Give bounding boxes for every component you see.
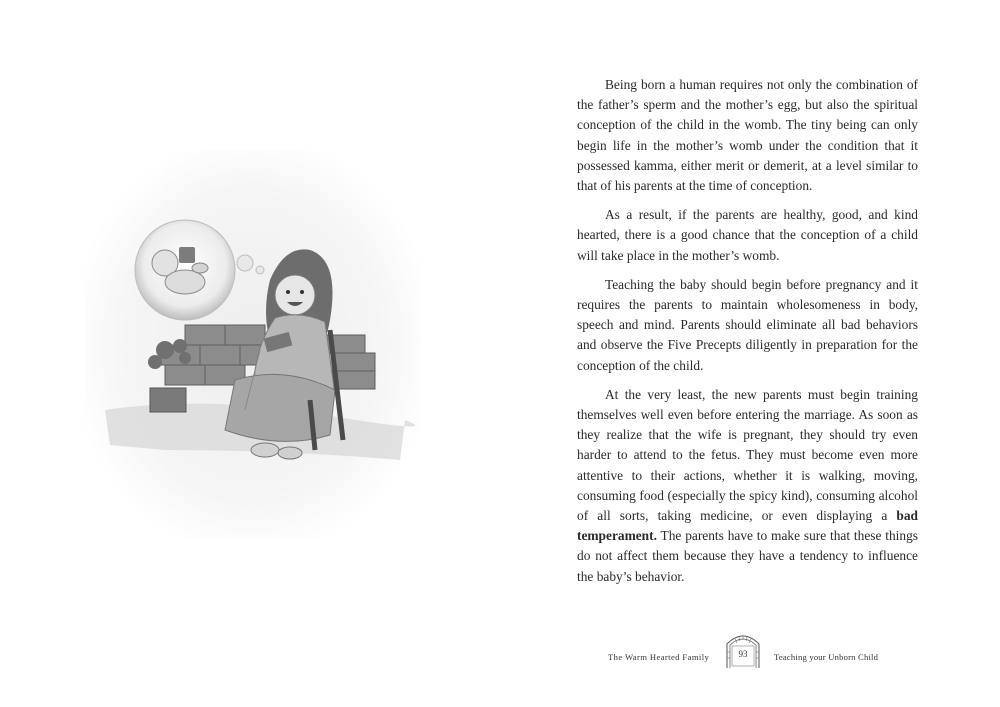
book-title: The Warm Hearted Family [608,652,710,662]
page-footer [560,630,940,672]
paragraph-4-end: The parents have to make sure that these things do not affect them because they have a tendency to influence the baby’s behavior. [577,528,918,584]
paragraph-4-start: At the very least, the new parents must begin training themselves well even before entering the marriage. As soon as they realize that the wife is pregnant, they should try even harder to attend to the fetus. They must become even more attentive to their actions, whether it is walking, moving, consuming food (especially the spicy kind), consuming alcohol of all sorts, taking medicine, or even displaying a [577,386,918,524]
paragraph-1: Being born a human requires not only the combination of the father’s sperm and the mother’s egg, but also the spiritual conception of the child in the womb. The tiny being can only begin life in the mother’s womb under the condition that it possessed kamma, either merit or demerit, at a level similar to that of his parents at the time of conception. [577,77,918,194]
paragraph-4 [577,385,918,587]
body-text [577,75,918,596]
bad-temperament-emphasis: bad temperament. [577,508,918,544]
page-number: 93 [738,649,748,659]
chapter-title: Teaching your Unborn Child [774,652,879,662]
illustration-artwork [85,150,420,540]
paragraph-2: As a result, if the parents are healthy, good, and kind hearted, there is a good chance that the conception of a child will take place in the mother’s womb. [577,207,918,263]
paragraph-3: Teaching the baby should begin before pregnancy and it requires the parents to maintain wholesomeness in body, speech and mind. Parents should eliminate all bad behaviors and observe the Five Precepts diligently in preparation for the conception of the child. [577,276,918,373]
mother-knitting-illustration [85,150,420,540]
